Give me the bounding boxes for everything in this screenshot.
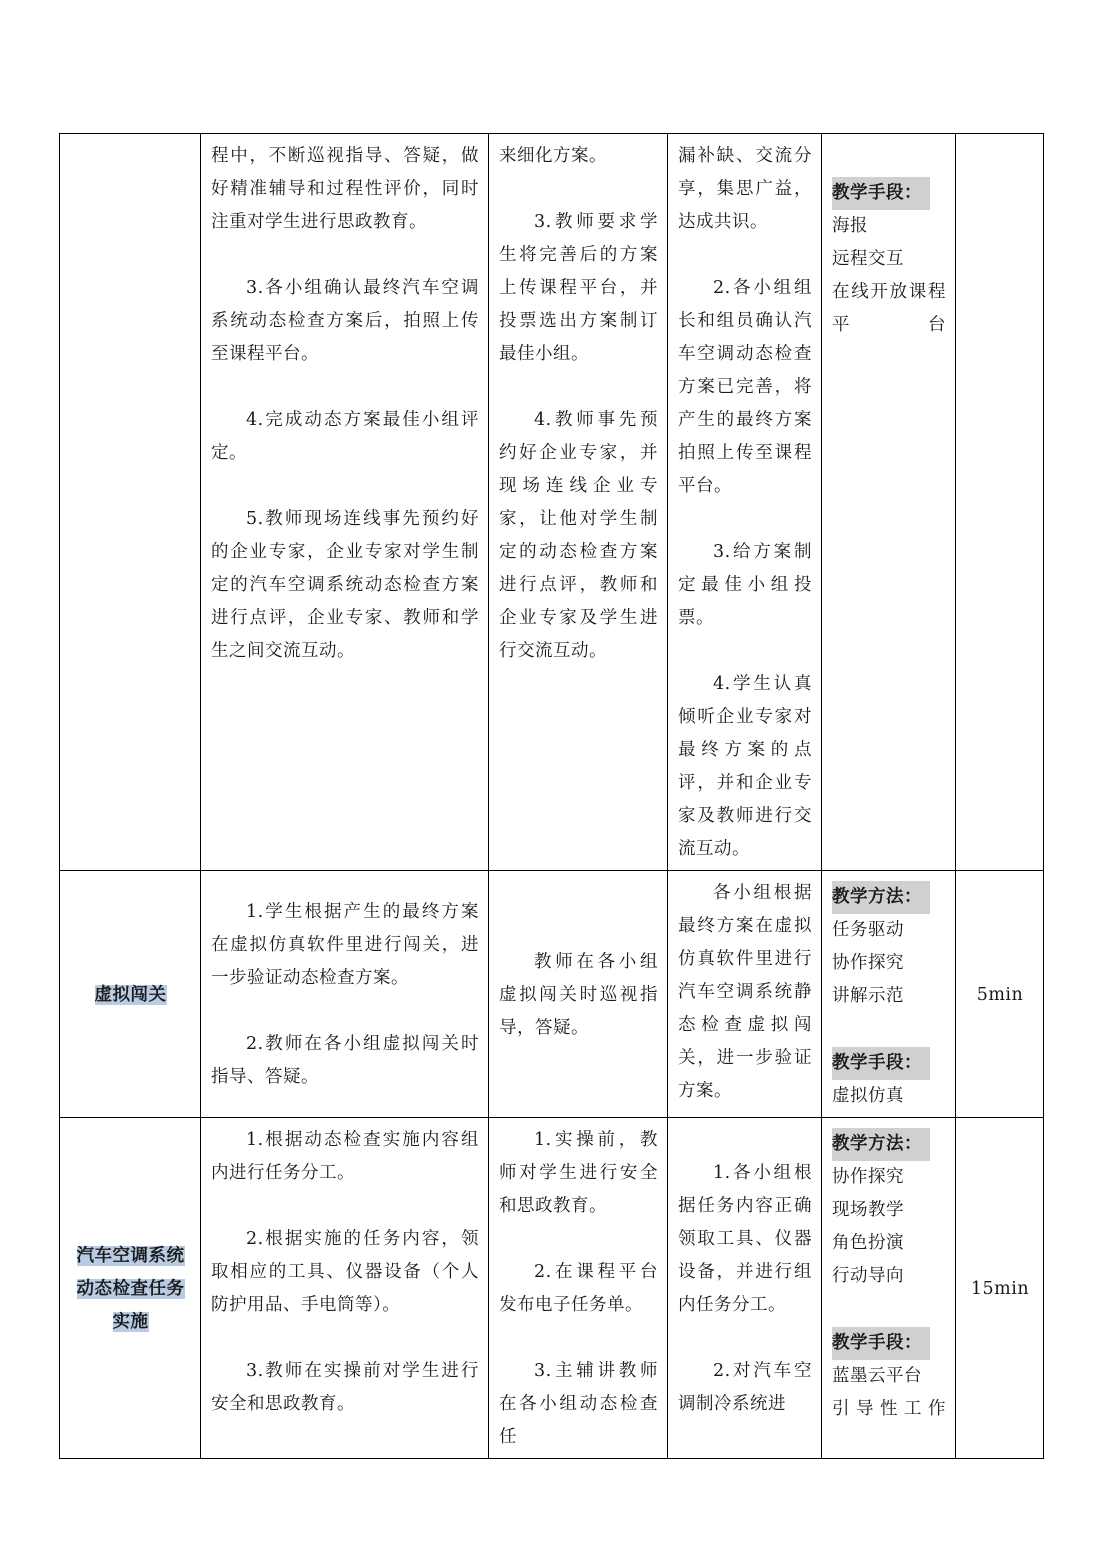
student-paragraph: 漏补缺、交流分享，集思广益，达成共识。 bbox=[678, 146, 812, 232]
student-paragraph: 3.给方案制定最佳小组投票。 bbox=[678, 542, 812, 628]
student-paragraph: 各小组根据最终方案在虚拟仿真软件里进行汽车空调系统静态检查虚拟闯关，进一步验证方案。 bbox=[678, 883, 812, 1101]
time-cell: 15min bbox=[956, 1118, 1044, 1459]
content-paragraph: 程中，不断巡视指导、答疑，做好精准辅导和过程性评价，同时注重对学生进行思政教育。 bbox=[211, 146, 479, 232]
table-row bbox=[60, 134, 1044, 871]
teacher-paragraph: 3.主辅讲教师在各小组动态检查任 bbox=[499, 1361, 658, 1447]
methods-item: 现场教学 bbox=[832, 1200, 904, 1220]
means-item: 远程交互 bbox=[832, 249, 904, 269]
methods-heading: 教学方法： bbox=[832, 1128, 930, 1161]
stage-cell bbox=[60, 134, 201, 871]
time-cell: 5min bbox=[956, 871, 1044, 1118]
teacher-activity-cell bbox=[489, 871, 668, 1118]
means-item: 海报 bbox=[832, 216, 868, 236]
content-paragraph: 5.教师现场连线事先预约好的企业专家，企业专家对学生制定的汽车空调系统动态检查方案进行点评，企业专家、教师和学生之间交流互动。 bbox=[211, 509, 479, 661]
stage-cell bbox=[60, 871, 201, 1118]
content-cell bbox=[201, 134, 489, 871]
content-paragraph: 3.各小组确认最终汽车空调系统动态检查方案后，拍照上传至课程平台。 bbox=[211, 278, 479, 364]
means-item: 在线开放课程平台 bbox=[832, 282, 946, 335]
methods-item: 角色扮演 bbox=[832, 1233, 904, 1253]
methods-heading: 教学方法： bbox=[832, 881, 930, 914]
lesson-plan-table bbox=[59, 133, 1044, 1459]
means-item: 蓝墨云平台 bbox=[832, 1366, 922, 1386]
means-heading: 教学手段： bbox=[832, 1047, 930, 1080]
methods-item: 协作探究 bbox=[832, 1167, 904, 1187]
student-paragraph: 2.各小组组长和组员确认汽车空调动态检查方案已完善，将产生的最终方案拍照上传至课程平台。 bbox=[678, 278, 812, 496]
teacher-paragraph: 教师在各小组虚拟闯关时巡视指导，答疑。 bbox=[499, 951, 658, 1038]
time-cell bbox=[956, 134, 1044, 871]
content-paragraph: 2.根据实施的任务内容，领取相应的工具、仪器设备（个人防护用品、手电筒等）。 bbox=[211, 1229, 479, 1315]
methods-item: 任务驱动 bbox=[832, 920, 904, 940]
teacher-paragraph: 来细化方案。 bbox=[499, 146, 607, 166]
teacher-activity-cell bbox=[489, 1118, 668, 1459]
methods-item: 行动导向 bbox=[832, 1266, 904, 1286]
means-item: 虚拟仿真 bbox=[832, 1086, 904, 1106]
content-cell bbox=[201, 1118, 489, 1459]
content-paragraph: 1.根据动态检查实施内容组内进行任务分工。 bbox=[211, 1130, 479, 1183]
student-paragraph: 2.对汽车空调制冷系统进 bbox=[678, 1361, 812, 1414]
teacher-activity-cell bbox=[489, 134, 668, 871]
student-activity-cell bbox=[668, 871, 822, 1118]
means-heading: 教学手段： bbox=[832, 1327, 930, 1360]
table-row bbox=[60, 871, 1044, 1118]
table-row bbox=[60, 1118, 1044, 1459]
teacher-paragraph: 4.教师事先预约好企业专家，并现场连线企业专家，让他对学生制定的动态检查方案进行点评，教师和企业专家及学生进行交流互动。 bbox=[499, 410, 658, 661]
student-paragraph: 4.学生认真倾听企业专家对最终方案的点评，并和企业专家及教师进行交流互动。 bbox=[678, 674, 812, 859]
means-item: 引导性工作 bbox=[832, 1399, 946, 1419]
teacher-paragraph: 3.教师要求学生将完善后的方案上传课程平台，并投票选出方案制订最佳小组。 bbox=[499, 212, 658, 364]
stage-label: 虚拟闯关 bbox=[94, 984, 167, 1005]
content-cell bbox=[201, 871, 489, 1118]
student-activity-cell bbox=[668, 1118, 822, 1459]
student-paragraph: 1.各小组根据任务内容正确领取工具、仪器设备，并进行组内任务分工。 bbox=[678, 1163, 812, 1315]
methods-item: 讲解示范 bbox=[832, 986, 904, 1006]
teacher-paragraph: 2.在课程平台发布电子任务单。 bbox=[499, 1262, 658, 1315]
teacher-paragraph: 1.实操前，教师对学生进行安全和思政教育。 bbox=[499, 1130, 658, 1216]
student-activity-cell bbox=[668, 134, 822, 871]
methods-means-cell bbox=[822, 1118, 956, 1459]
methods-means-cell bbox=[822, 871, 956, 1118]
content-paragraph: 3.教师在实操前对学生进行安全和思政教育。 bbox=[211, 1361, 479, 1414]
content-paragraph: 4.完成动态方案最佳小组评定。 bbox=[211, 410, 479, 463]
means-heading: 教学手段： bbox=[832, 177, 930, 210]
stage-cell bbox=[60, 1118, 201, 1459]
methods-means-cell bbox=[822, 134, 956, 871]
stage-label: 汽车空调系统动态检查任务实施 bbox=[76, 1245, 185, 1332]
content-paragraph: 2.教师在各小组虚拟闯关时指导、答疑。 bbox=[211, 1034, 479, 1087]
methods-item: 协作探究 bbox=[832, 953, 904, 973]
content-paragraph: 1.学生根据产生的最终方案在虚拟仿真软件里进行闯关，进一步验证动态检查方案。 bbox=[211, 902, 479, 988]
